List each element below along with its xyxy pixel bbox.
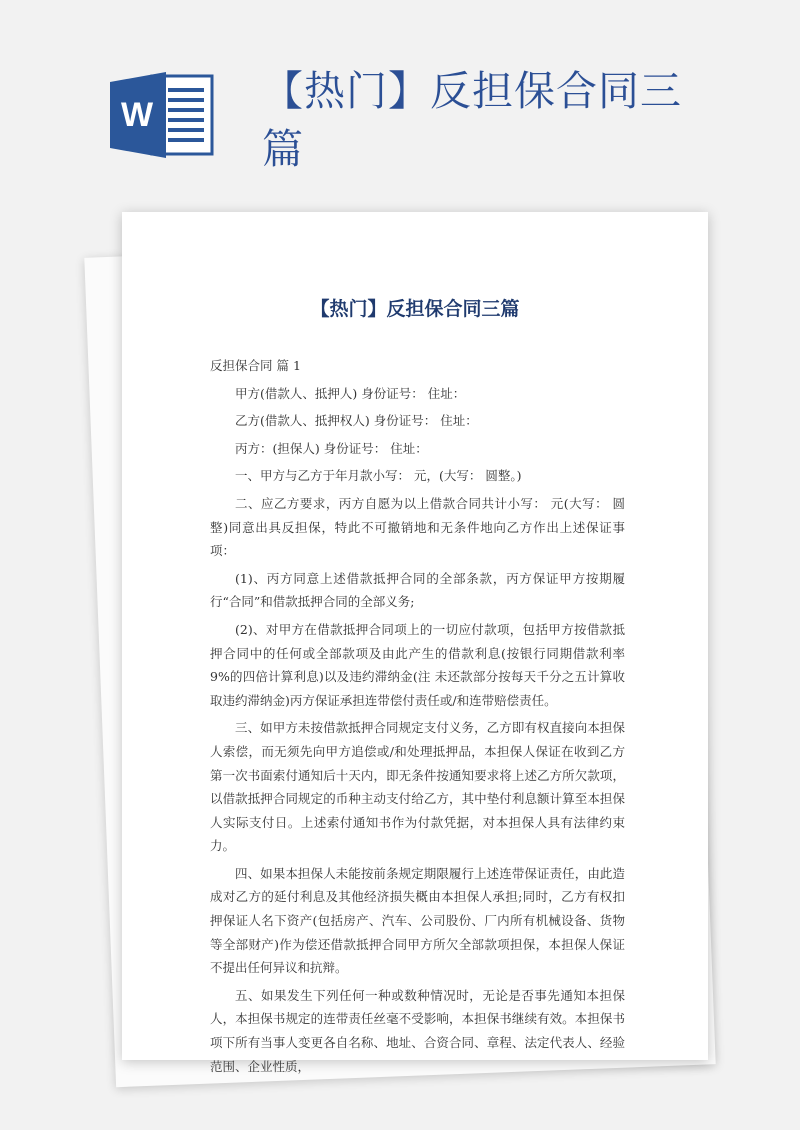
party-c-line: 丙方：(担保人) 身份证号： 住址： <box>235 440 428 456</box>
document-title: 【热门】反担保合同三篇 <box>310 298 520 320</box>
document-body <box>210 354 625 1082</box>
clause-2-item-1: (1)、丙方同意上述借款抵押合同的全部条款，丙方保证甲方按期履行“合同”和借款抵押合同的全部义务; <box>210 570 625 610</box>
party-a-line: 甲方(借款人、抵押人) 身份证号： 住址： <box>235 385 466 401</box>
clause-1: 一、甲方与乙方于年月款小写： 元，(大写： 圆整。) <box>235 468 522 484</box>
clause-3: 三、如甲方未按借款抵押合同规定支付义务，乙方即有权直接向本担保人索偿，而无须先向甲方追偿或/和处理抵押品，本担保人保证在收到乙方第一次书面索付通知后十天内，即无条件按通知要求将上述乙方所欠款项，以借款抵押合同规定的币种主动支付给乙方，其中垫付利息额计算至本担保人实际支付日。上述索付通知书作为付款凭据，对本担保人具有法律约束力。 <box>210 720 625 854</box>
party-b-line: 乙方(借款人、抵押权人) 身份证号： 住址： <box>235 413 478 429</box>
word-icon-letter: W <box>120 96 154 134</box>
clause-4: 四、如果本担保人未能按前条规定期限履行上述连带保证责任，由此造成对乙方的延付利息及其他经济损失概由本担保人承担;同时，乙方有权扣押保证人名下资产(包括房产、汽车、公司股份、厂内所有机械设备、货物等全部财产)作为偿还借款抵押合同甲方所欠全部款项担保，本担保人保证不提出任何异议和抗辩。 <box>210 865 625 976</box>
page-title: 【热门】反担保合同三篇 <box>262 67 682 173</box>
clause-2-item-2: (2)、对甲方在借款抵押合同项上的一切应付款项，包括甲方按借款抵押合同中的任何或全部款项及由此产生的借款利息(按银行同期借款利率 9%的四倍计算利息)以及违约滞纳金(注 未还款部分按每天千分之五计算收取违约滞纳金)丙方保证承担连带偿付责任或/和连带赔偿责任。 <box>210 621 625 708</box>
clause-5: 五、如果发生下列任何一种或数种情况时，无论是否事先通知本担保人，本担保书规定的连带责任丝毫不受影响，本担保书继续有效。本担保书项下所有当事人变更各自名称、地址、合资合同、章程、法定代表人、经验范围、企业性质， <box>210 987 625 1074</box>
section-heading: 反担保合同 篇 1 <box>210 358 301 373</box>
document-page <box>122 212 708 1074</box>
clause-2: 二、应乙方要求，丙方自愿为以上借款合同共计小写： 元(大写： 圆整)同意出具反担保，特此不可撤销地和无条件地向乙方作出上述保证事项： <box>210 495 625 559</box>
word-document-icon <box>110 70 220 160</box>
